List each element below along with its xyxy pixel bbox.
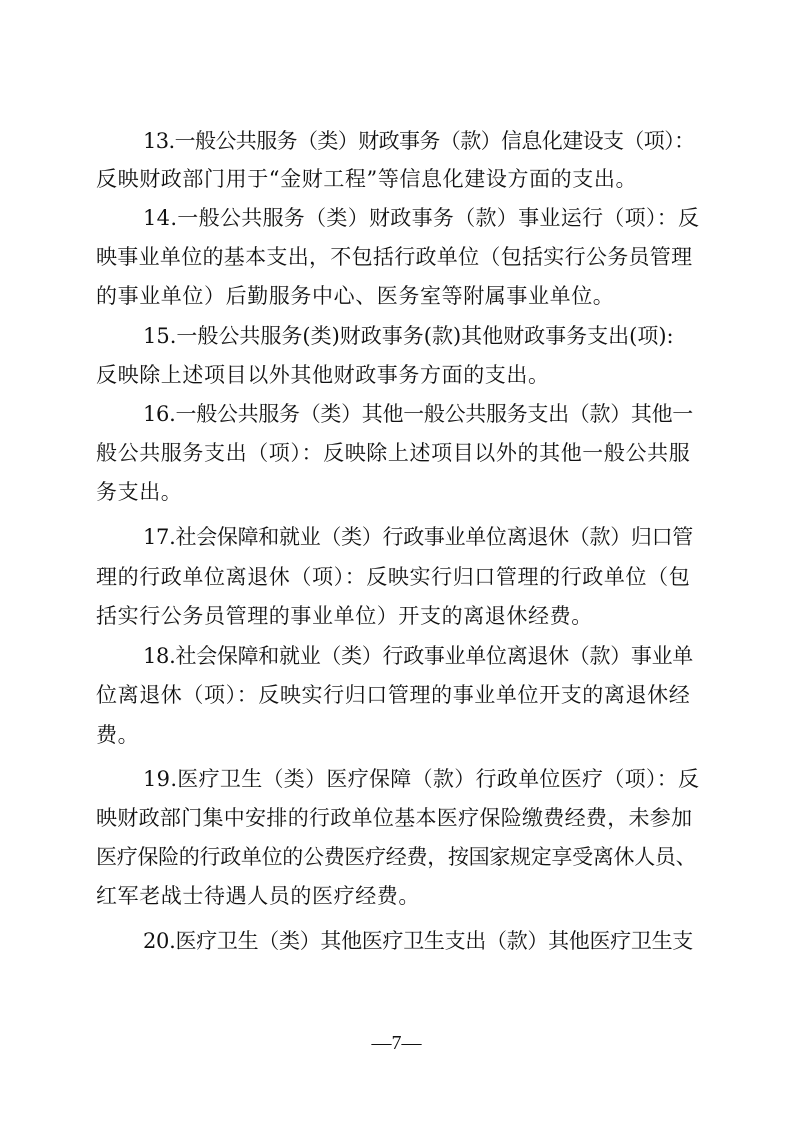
paragraph-line: 括实行公务员管理的事业单位）开支的离退休经费。 <box>96 604 593 628</box>
paragraph-line: 费。 <box>96 723 140 747</box>
paragraph-line: 18.社会保障和就业（类）行政事业单位离退休（款）事业单 <box>143 644 693 668</box>
paragraph-line: 19.医疗卫生（类）医疗保障（款）行政单位医疗（项）：反 <box>143 767 700 791</box>
page-number: —7— <box>371 1032 422 1054</box>
paragraph-line: 16.一般公共服务（类）其他一般公共服务支出（款）其他一 <box>143 402 693 426</box>
paragraph-line: 反映除上述项目以外其他财政事务方面的支出。 <box>96 363 550 387</box>
paragraph-line: 理的行政单位离退休（项）：反映实行归口管理的行政单位（包 <box>96 565 691 589</box>
paragraph-line: 13.一般公共服务（类）财政事务（款）信息化建设支（项）： <box>143 129 695 153</box>
paragraph-line: 20.医疗卫生（类）其他医疗卫生支出（款）其他医疗卫生支 <box>143 929 693 953</box>
paragraph-line: 15.一般公共服务(类)财政事务(款)其他财政事务支出(项): <box>143 324 674 348</box>
paragraph-line: 映事业单位的基本支出，不包括行政单位（包括实行公务员管理 <box>96 245 693 269</box>
paragraph-line: 17.社会保障和就业（类）行政事业单位离退休（款）归口管 <box>143 525 693 549</box>
paragraph-line: 医疗保险的行政单位的公费医疗经费，按国家规定享受离休人员、 <box>96 845 697 869</box>
paragraph-line: 的事业单位）后勤服务中心、医务室等附属事业单位。 <box>96 284 615 308</box>
paragraph-line: 14.一般公共服务（类）财政事务（款）事业运行（项）：反 <box>143 206 700 230</box>
paragraph-line: 红军老战士待遇人员的医疗经费。 <box>96 884 420 908</box>
paragraph-line: 映财政部门集中安排的行政单位基本医疗保险缴费经费，未参加 <box>96 806 693 830</box>
paragraph-line: 位离退休（项）：反映实行归口管理的事业单位开支的离退休经 <box>96 683 691 707</box>
paragraph-line: 反映财政部门用于“金财工程”等信息化建设方面的支出。 <box>96 167 638 191</box>
paragraph-line: 般公共服务支出（项）：反映除上述项目以外的其他一般公共服 <box>96 441 691 465</box>
paragraph-line: 务支出。 <box>96 480 183 504</box>
